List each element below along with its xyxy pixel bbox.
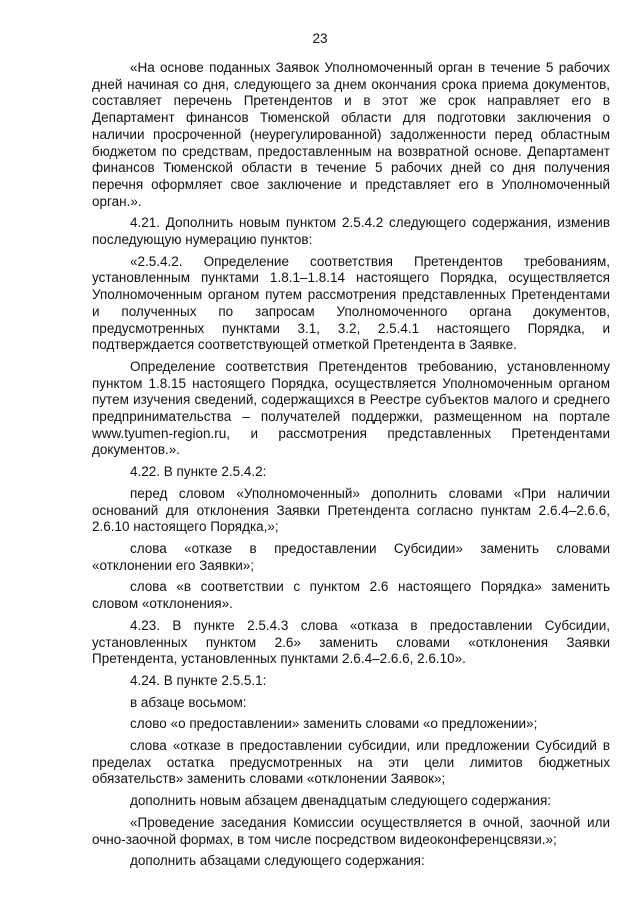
paragraph: дополнить абзацами следующего содержания:: [130, 853, 425, 869]
paragraph: слова «отказе в предоставлении субсидии, или предложении Субсидий в пределах остатка предусмотренных на эти цели лимитов бюджетных обязательств» заменить словами «отклонении Заявок»;: [92, 738, 610, 787]
document-body: [92, 60, 610, 875]
paragraph: в абзаце восьмом:: [130, 694, 247, 710]
paragraph: слова «в соответствии с пунктом 2.6 настоящего Порядка» заменить словом «отклонения».: [92, 579, 610, 612]
paragraph: 4.22. В пункте 2.5.4.2:: [130, 464, 267, 480]
page-number: 23: [312, 31, 328, 46]
paragraph: слова «отказе в предоставлении Субсидии» заменить словами «отклонении его Заявки»;: [92, 540, 610, 573]
paragraph: Определение соответствия Претендентов требованию, установленному пунктом 1.8.15 настоящего Порядка, осуществляется Уполномоченным органом путем изучения сведений, содержащихся в Реестре субъектов малого и среднего предпринимательства – получателей поддержки, размещенном на портале www.tyumen-region.ru, и рассмотрения представленных Претендентами документов.».: [92, 358, 610, 458]
paragraph: «На основе поданных Заявок Уполномоченный орган в течение 5 рабочих дней начиная со дня, следующего за днем окончания срока приема документов, составляет перечень Претендентов и в этот же срок направляет его в Департамент финансов Тюменской области для подготовки заключения о наличии просроченной (неурегулированной) задолженности перед областным бюджетом по средствам, предоставленным на возвратной основе. Департамент финансов Тюменской области в течение 5 рабочих дней со дня получения перечня оформляет свое заключение и представляет его в Уполномоченный орган.».: [92, 60, 610, 209]
paragraph: 4.23. В пункте 2.5.4.3 слова «отказа в предоставлении Субсидии, установленных пунктом 2.6» заменить словами «отклонения Заявки Претендента, установленных пунктами 2.6.4–2.6.6, 2.6.10».: [92, 617, 610, 667]
paragraph: 4.21. Дополнить новым пунктом 2.5.4.2 следующего содержания, изменив последующую нумерацию пунктов:: [92, 215, 610, 248]
paragraph: слово «о предоставлении» заменить словами «о предложении»;: [130, 716, 538, 732]
paragraph: «2.5.4.2. Определение соответствия Претендентов требованиям, установленным пунктами 1.8.1–1.8.14 настоящего Порядка, осуществляется Уполномоченным органом путем рассмотрения представленных Претендентами и полученных по запросам Уполномоченного органа документов, предусмотренных пунктами 3.1, 3.2, 2.5.4.1 настоящего Порядка, и подтверждается соответствующей отметкой Претендента в Заявке.: [92, 253, 610, 353]
paragraph: 4.24. В пункте 2.5.5.1:: [130, 672, 267, 688]
paragraph: «Проведение заседания Комиссии осуществляется в очной, заочной или очно-заочной формах, в том числе посредством видеоконференцсвязи.»;: [92, 814, 610, 847]
paragraph: дополнить новым абзацем двенадцатым следующего содержания:: [130, 793, 552, 809]
paragraph: перед словом «Уполномоченный» дополнить словами «При наличии оснований для отклонения Заявки Претендента согласно пунктам 2.6.4–2.6.6, 2.6.10 настоящего Порядка,»;: [92, 485, 610, 535]
